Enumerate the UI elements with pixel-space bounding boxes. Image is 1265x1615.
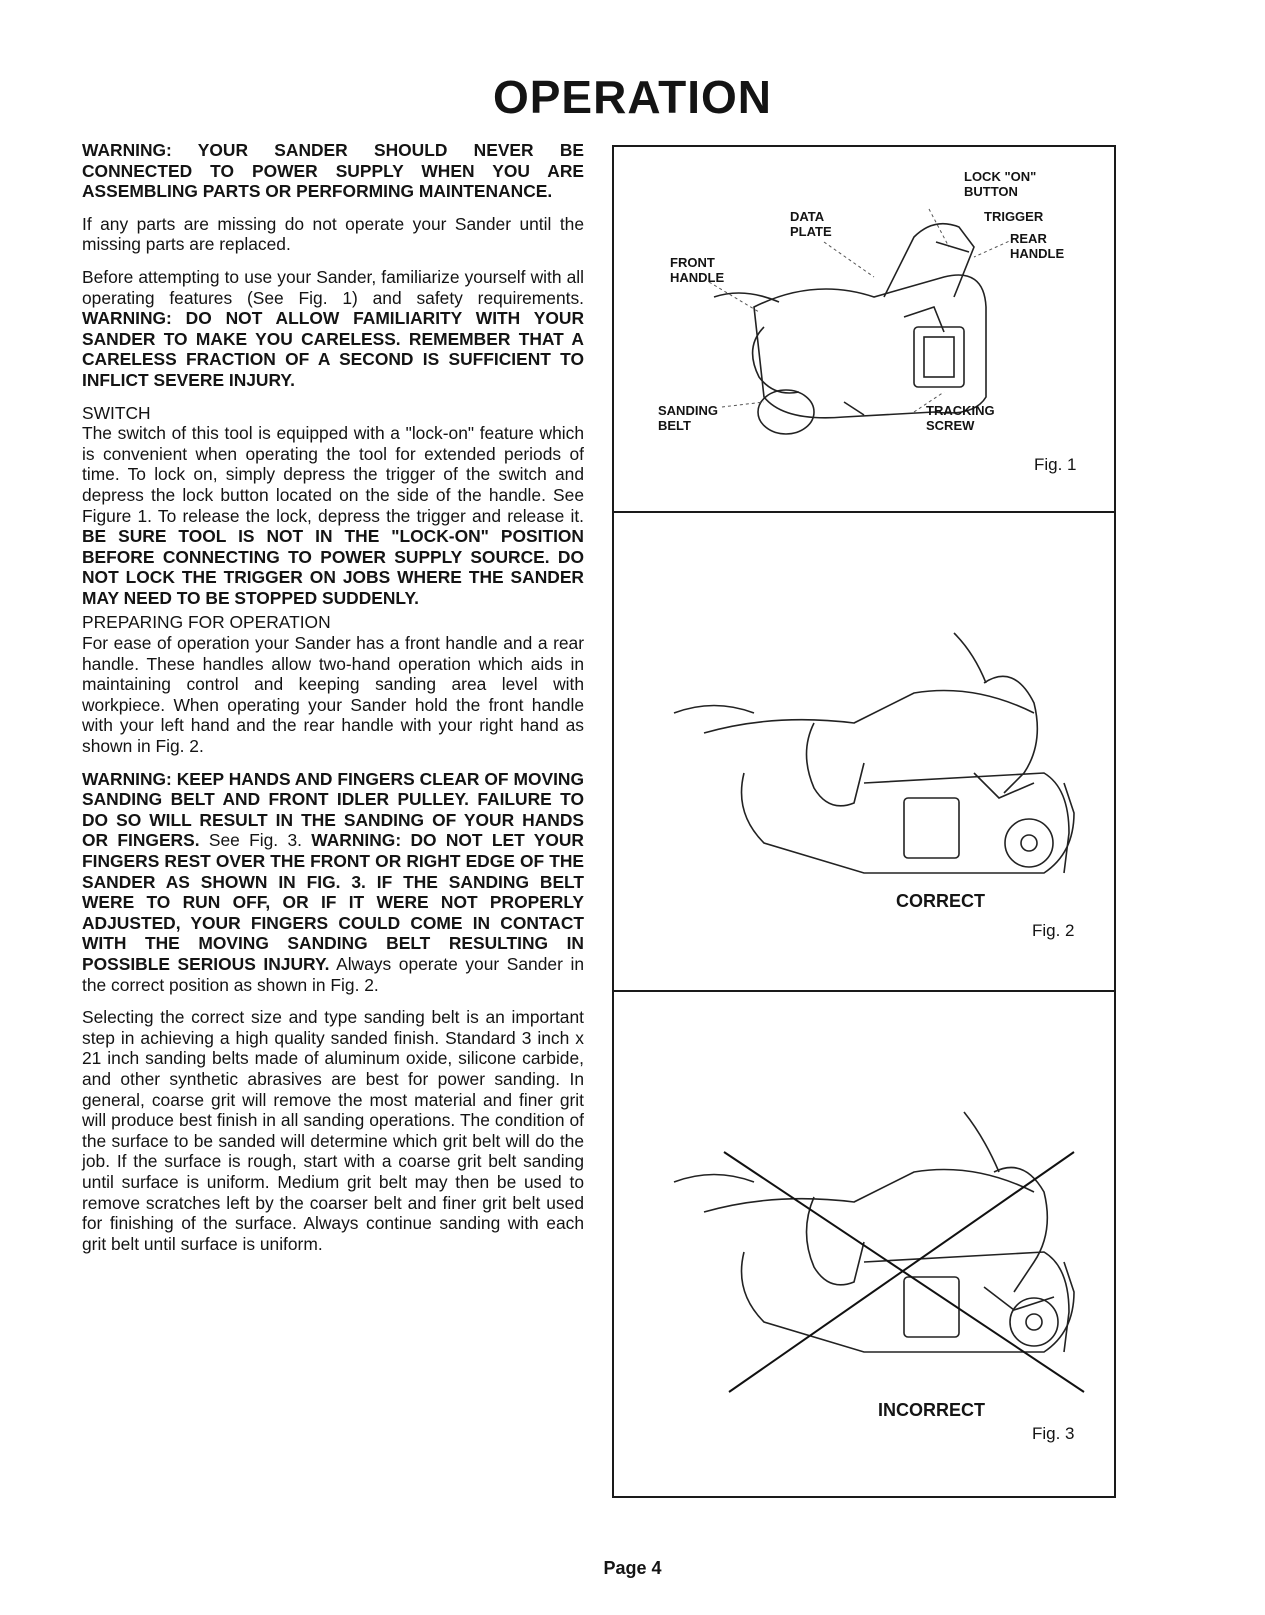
figure-1-label: Fig. 1 [1034, 455, 1077, 474]
sanding-belt-callout: SANDING BELT [658, 403, 718, 433]
front-handle-callout: FRONT HANDLE [670, 255, 725, 285]
preparing-heading: PREPARING FOR OPERATION [82, 612, 331, 633]
hands-warning-paragraph [82, 769, 584, 996]
correct-grip-illustration [614, 513, 1114, 990]
trigger-callout: TRIGGER [984, 209, 1044, 224]
missing-parts-paragraph: If any parts are missing do not operate your Sander until the missing parts are replaced. [82, 213, 584, 255]
warning-power-supply: WARNING: YOUR SANDER SHOULD NEVER BE CONNECTED TO POWER SUPPLY WHEN YOU ARE ASSEMBLING PARTS OR PERFORMING MAINTENANCE. [82, 140, 584, 202]
hands-clear-warning: WARNING: KEEP HANDS AND FINGERS CLEAR OF MOVING SANDING BELT AND FRONT IDLER PULLEY. FAILURE TO DO SO WILL RESULT IN THE SANDING OF YOUR HANDS OR FINGERS. [82, 768, 584, 851]
instructions-column [82, 140, 584, 1266]
familiarize-paragraph [82, 267, 584, 391]
correct-position-text: Always operate your Sander in the correct position as shown in Fig. 2. [82, 953, 584, 995]
rear-handle-callout: REAR HANDLE [1010, 231, 1065, 261]
page-title: OPERATION [492, 71, 773, 123]
switch-paragraph [82, 423, 584, 608]
lock-on-button-callout: LOCK "ON" BUTTON [964, 169, 1037, 199]
data-plate-callout: DATA PLATE [790, 209, 832, 239]
switch-heading: SWITCH [82, 402, 151, 423]
lock-on-warning: BE SURE TOOL IS NOT IN THE "LOCK-ON" POSITION BEFORE CONNECTING TO POWER SUPPLY SOURCE. DO NOT LOCK THE TRIGGER ON JOBS WHERE THE SANDER MAY NEED TO BE STOPPED SUDDENLY. [82, 526, 584, 608]
correct-caption: CORRECT [896, 891, 985, 911]
figure-2-panel [612, 511, 1116, 992]
figure-3-label: Fig. 3 [1032, 1424, 1075, 1443]
figure-3-panel [612, 990, 1116, 1498]
page-number: Page 4 [603, 1558, 662, 1578]
figure-2-label: Fig. 2 [1032, 921, 1075, 940]
fingers-rest-warning: WARNING: DO NOT LET YOUR FINGERS REST OVER THE FRONT OR RIGHT EDGE OF THE SANDER AS SHOWN IN FIG. 3. IF THE SANDING BELT WERE TO RUN OFF, OR IF IT WERE NOT PROPERLY ADJUSTED, YOUR FINGERS COULD COME IN CONTACT WITH THE MOVING SANDING BELT RESULTING IN POSSIBLE SERIOUS INJURY. [82, 830, 584, 974]
see-fig-3-text: See Fig. 3. [208, 830, 302, 851]
familiarity-warning: WARNING: DO NOT ALLOW FAMILIARITY WITH YOUR SANDER TO MAKE YOU CARELESS. REMEMBER THAT A CARELESS FRACTION OF A SECOND IS SUFFICIENT TO INFLICT SEVERE INJURY. [82, 308, 584, 390]
incorrect-caption: INCORRECT [878, 1400, 985, 1420]
switch-text: The switch of this tool is equipped with a "lock-on" feature which is convenient when operating the tool for extended periods of time. To lock on, simply depress the trigger of the switch and depress the lock button located on the side of the handle. See Figure 1. To release the lock, depress the trigger and release it. [82, 423, 584, 526]
figure-1-panel [612, 145, 1116, 513]
selecting-belt-paragraph: Selecting the correct size and type sanding belt is an important step in achieving a high quality sanded finish. Standard 3 inch x 21 inch sanding belts made of aluminum oxide, silicone carbide, and other synthetic abrasives are best for power sanding. In general, coarse grit will remove the most material and finer grit will produce best finish in all sanding operations. The condition of the surface to be sanded will determine which grit belt will do the job. If the surface is rough, start with a coarse grit belt sanding until surface is uniform. Medium grit belt may then be used to remove scratches left by the coarser belt and finer grit belt used for finishing of the surface. Always continue sanding with each grit belt until surface is uniform. [82, 1007, 584, 1254]
preparing-paragraph: For ease of operation your Sander has a front handle and a rear handle. These handles allow two-hand operation which aids in maintaining control and keeping sanding area level with workpiece. When operating your Sander hold the front handle with your left hand and the rear handle with your right hand as shown in Fig. 2. [82, 633, 584, 757]
incorrect-grip-illustration [614, 992, 1114, 1496]
familiarize-text: Before attempting to use your Sander, familiarize yourself with all operating features (See Fig. 1) and safety requirements. [82, 266, 584, 308]
tracking-screw-callout: TRACKING SCREW [926, 403, 995, 433]
